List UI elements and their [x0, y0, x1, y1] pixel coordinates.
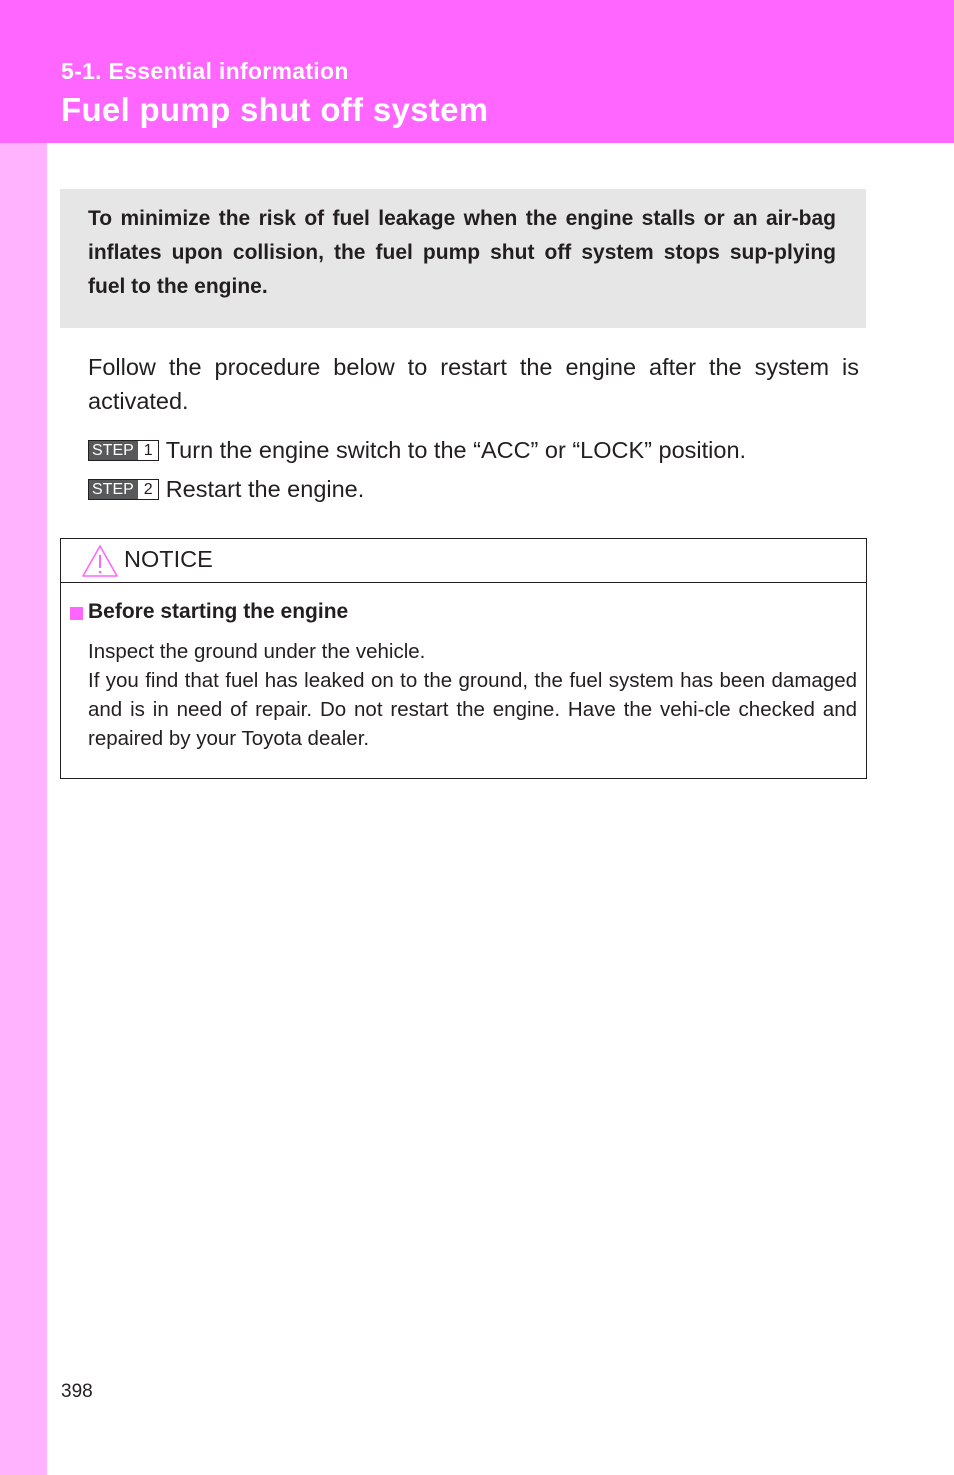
bullet-square-icon [70, 607, 83, 620]
notice-line-1: Inspect the ground under the vehicle. [88, 640, 426, 663]
section-label: 5-1. Essential information [61, 58, 349, 84]
side-strip [0, 143, 47, 1475]
notice-label: NOTICE [124, 546, 213, 572]
step-number: 1 [138, 441, 158, 460]
summary-box [60, 189, 866, 328]
notice-body [88, 637, 857, 753]
notice-box [60, 538, 867, 779]
notice-line-2: If you find that fuel has leaked on to the ground, the fuel system has been damaged and is in need of repair. Do not restart the engine. Have the vehi-cle checked and repaired by your Toyota dealer. [88, 669, 857, 750]
summary-text: To minimize the risk of fuel leakage when the engine stalls or an air-bag inflates upon collision, the fuel pump shut off system stops sup-plying fuel to the engine. [88, 207, 836, 298]
notice-heading: Before starting the engine [88, 600, 349, 623]
step-badge [88, 440, 159, 461]
warning-triangle-icon [81, 544, 119, 578]
page-title: Fuel pump shut off system [61, 91, 489, 128]
step-1 [88, 435, 868, 465]
intro-paragraph: Follow the procedure below to restart the engine after the system is activated. [88, 354, 859, 414]
step-badge [88, 479, 159, 500]
step-2 [88, 474, 868, 504]
page-header [0, 0, 954, 143]
step-text: Restart the engine. [165, 475, 365, 502]
notice-header [61, 539, 866, 583]
page-number: 398 [61, 1381, 93, 1402]
step-number: 2 [138, 480, 158, 499]
step-label: STEP [89, 480, 138, 499]
step-label: STEP [89, 441, 138, 460]
step-text: Turn the engine switch to the “ACC” or “LOCK” position. [165, 436, 747, 463]
